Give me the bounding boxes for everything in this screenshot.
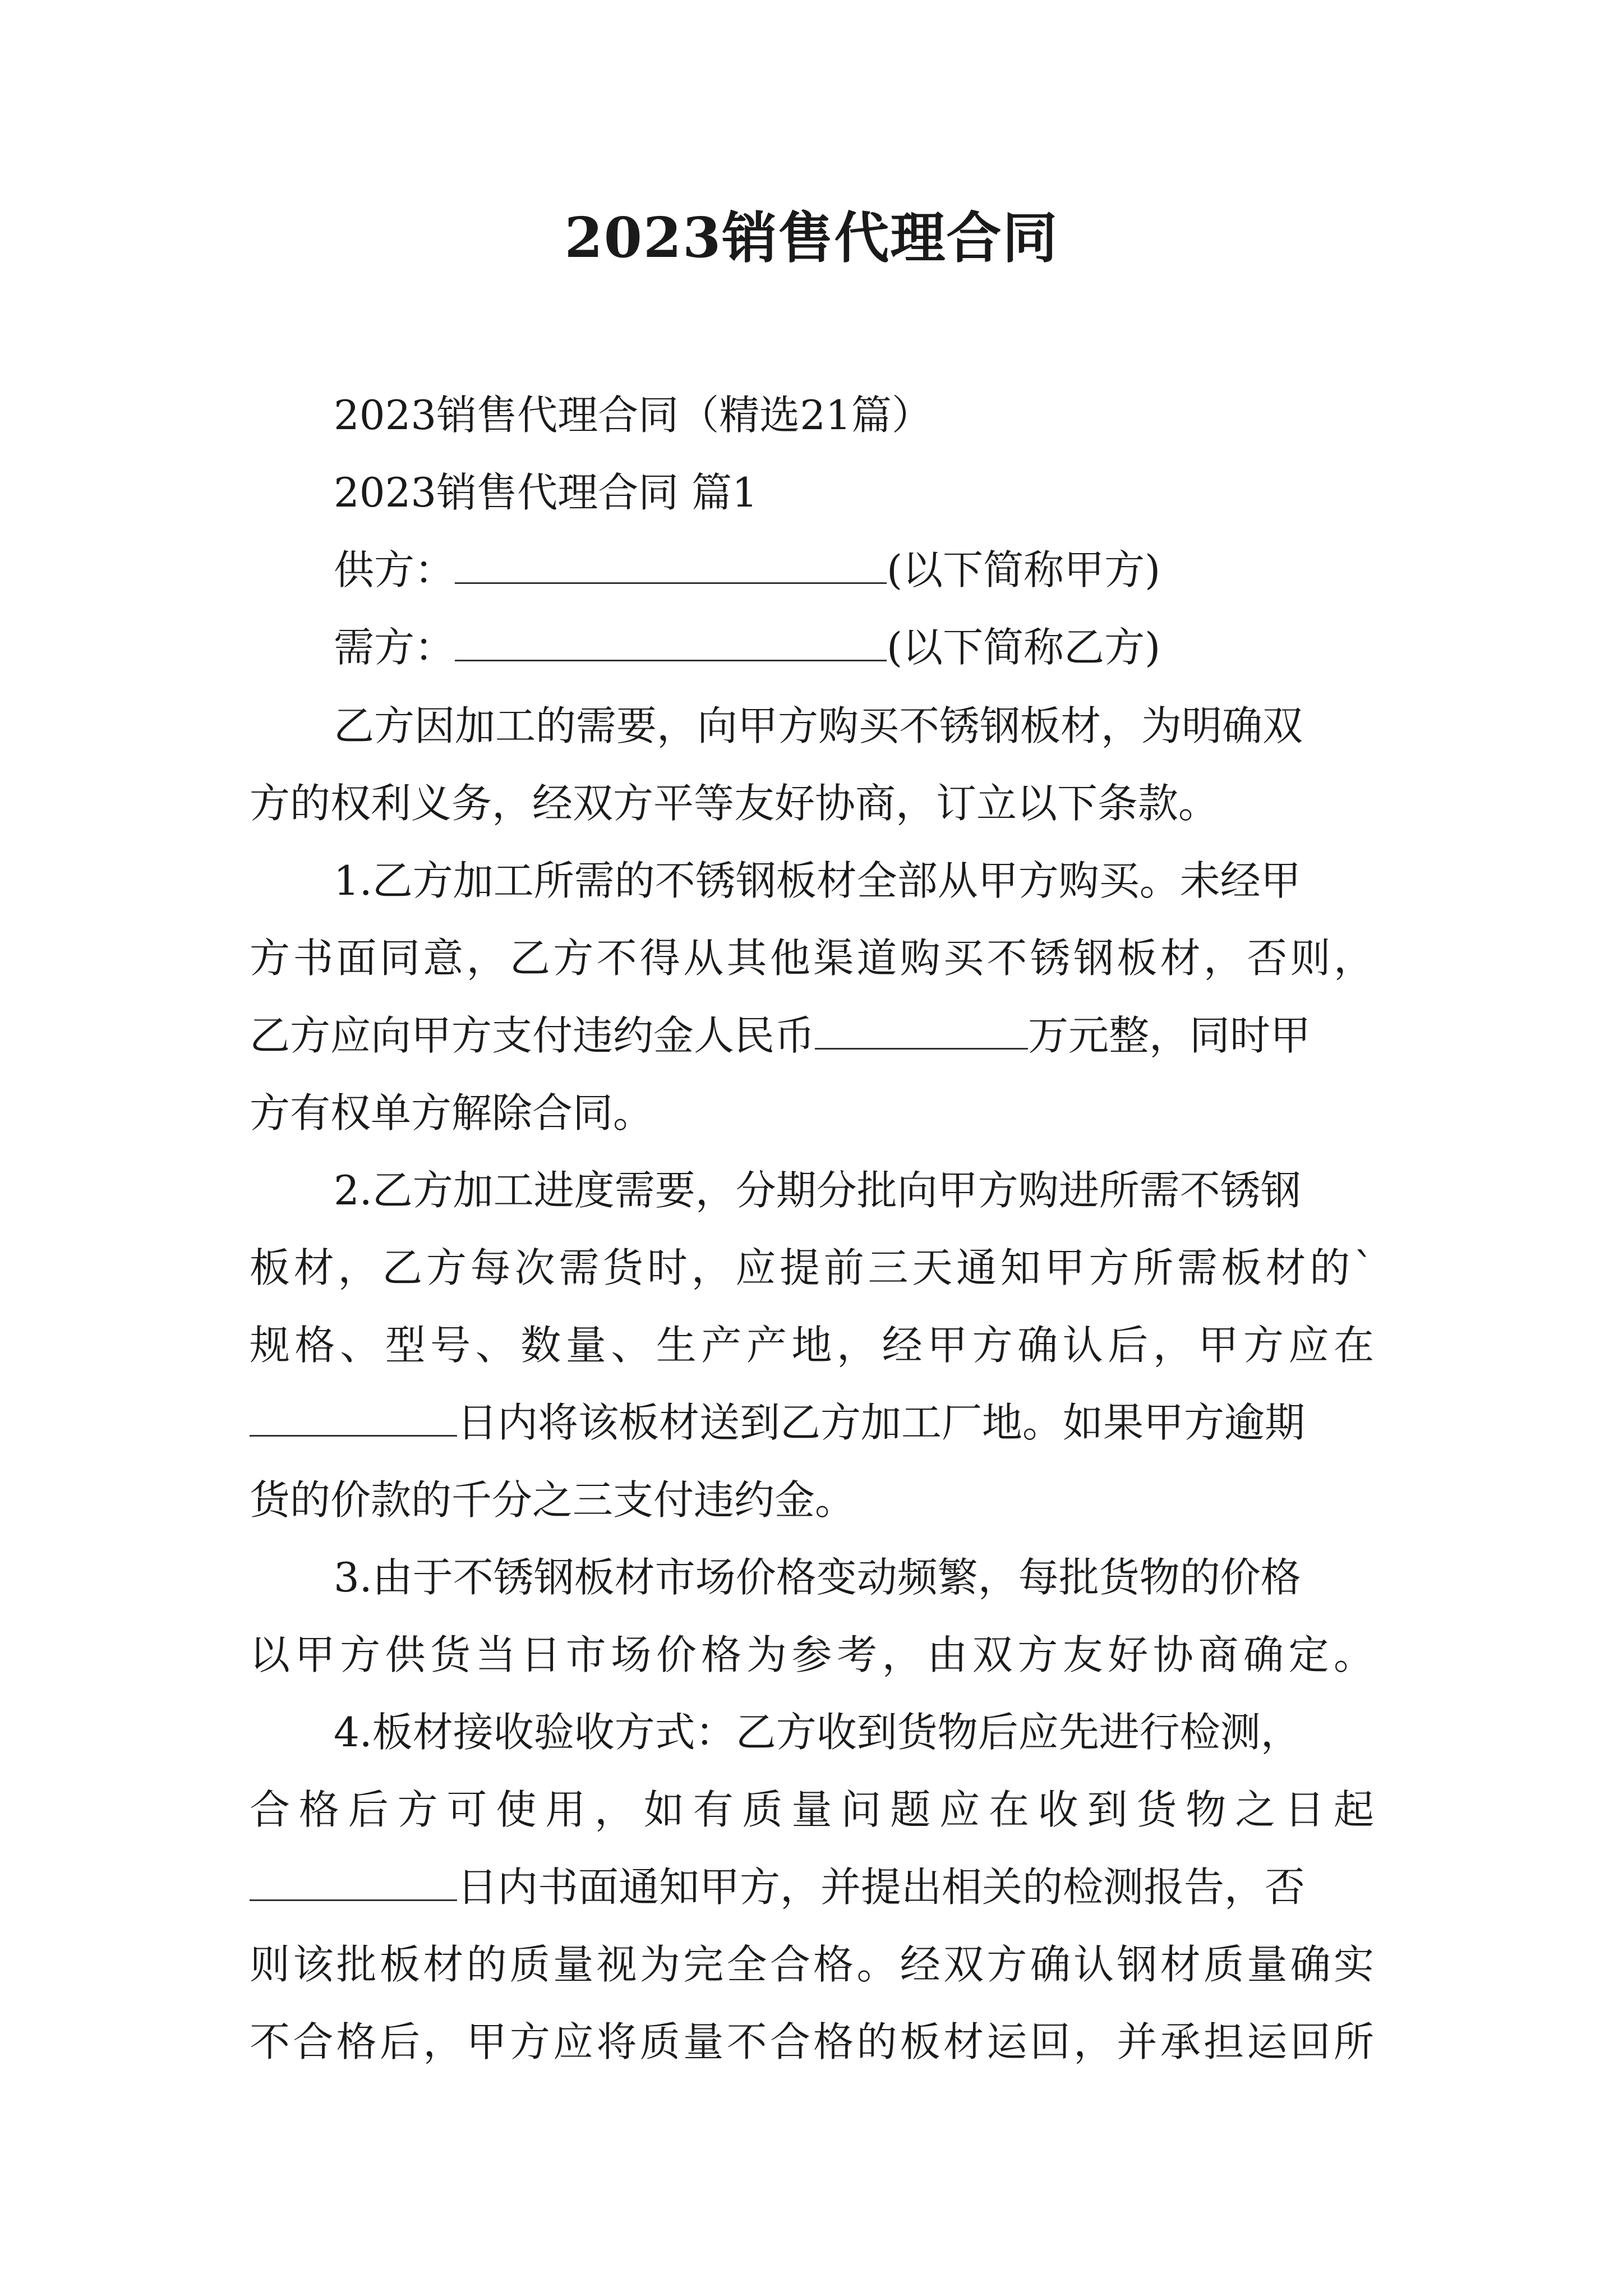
- buyer-suffix: (以下简称乙方): [887, 624, 1161, 671]
- clause-4-line: 4.板材接收验收方式：乙方收到货物后应先进行检测，: [334, 1709, 1301, 1756]
- paragraph-line: 乙方因加工的需要，向甲方购买不锈钢板材，为明确双: [334, 702, 1303, 749]
- document-subtitle: 2023销售代理合同（精选21篇）: [334, 392, 932, 439]
- clause-4-line: 合格后方可使用，如有质量问题应在收到货物之日起: [250, 1786, 1374, 1833]
- clause-2-text: 日内将该板材送到乙方加工厂地。如果甲方逾期: [457, 1399, 1306, 1446]
- supplier-label: 供方：: [334, 546, 455, 593]
- supplier-name-blank: [455, 547, 887, 584]
- supplier-suffix: (以下简称甲方): [887, 546, 1161, 593]
- clause-1-text: 万元整，同时甲: [1028, 1012, 1311, 1059]
- delivery-days-blank: [250, 1400, 457, 1437]
- clause-1-line: [250, 1007, 1311, 1064]
- paragraph-line: 方的权利义务，经双方平等友好协商，订立以下条款。: [250, 780, 1219, 827]
- clause-2-line: [250, 1395, 1305, 1451]
- clause-1-line: 1.乙方加工所需的不锈钢板材全部从甲方购买。未经甲: [334, 857, 1301, 904]
- clause-2-line: 板材，乙方每次需货时，应提前三天通知甲方所需板材的`: [250, 1244, 1374, 1291]
- notice-days-blank: [250, 1865, 457, 1901]
- clause-4-line: 则该批板材的质量视为完全合格。经双方确认钢材质量确实: [250, 1941, 1374, 1988]
- clause-4-line: [250, 1859, 1305, 1915]
- clause-3-line: 以甲方供货当日市场价格为参考，由双方友好协商确定。: [250, 1631, 1374, 1678]
- supplier-line: [334, 542, 1160, 598]
- clause-2-line: 货的价款的千分之三支付违约金。: [250, 1476, 856, 1524]
- clause-3-line: 3.由于不锈钢板材市场价格变动频繁，每批货物的价格: [334, 1554, 1301, 1601]
- section-heading: 2023销售代理合同 篇1: [334, 469, 758, 516]
- document-title: 2023销售代理合同: [564, 206, 1059, 270]
- clause-4-line: 不合格后，甲方应将质量不合格的板材运回，并承担运回所: [250, 2018, 1374, 2065]
- clause-2-line: 规格、型号、数量、生产产地，经甲方确认后，甲方应在: [250, 1322, 1374, 1369]
- buyer-name-blank: [455, 625, 887, 661]
- clause-1-line: 方有权单方解除合同。: [250, 1089, 654, 1137]
- buyer-label: 需方：: [334, 624, 455, 671]
- clause-4-text: 日内书面通知甲方，并提出相关的检测报告，否: [457, 1864, 1306, 1911]
- clause-1-text: 乙方应向甲方支付违约金人民币: [250, 1012, 815, 1059]
- penalty-amount-blank: [815, 1013, 1028, 1050]
- clause-1-line: 方书面同意，乙方不得从其他渠道购买不锈钢板材，否则，: [250, 935, 1374, 982]
- clause-2-line: 2.乙方加工进度需要，分期分批向甲方购进所需不锈钢: [334, 1167, 1301, 1214]
- buyer-line: [334, 619, 1160, 675]
